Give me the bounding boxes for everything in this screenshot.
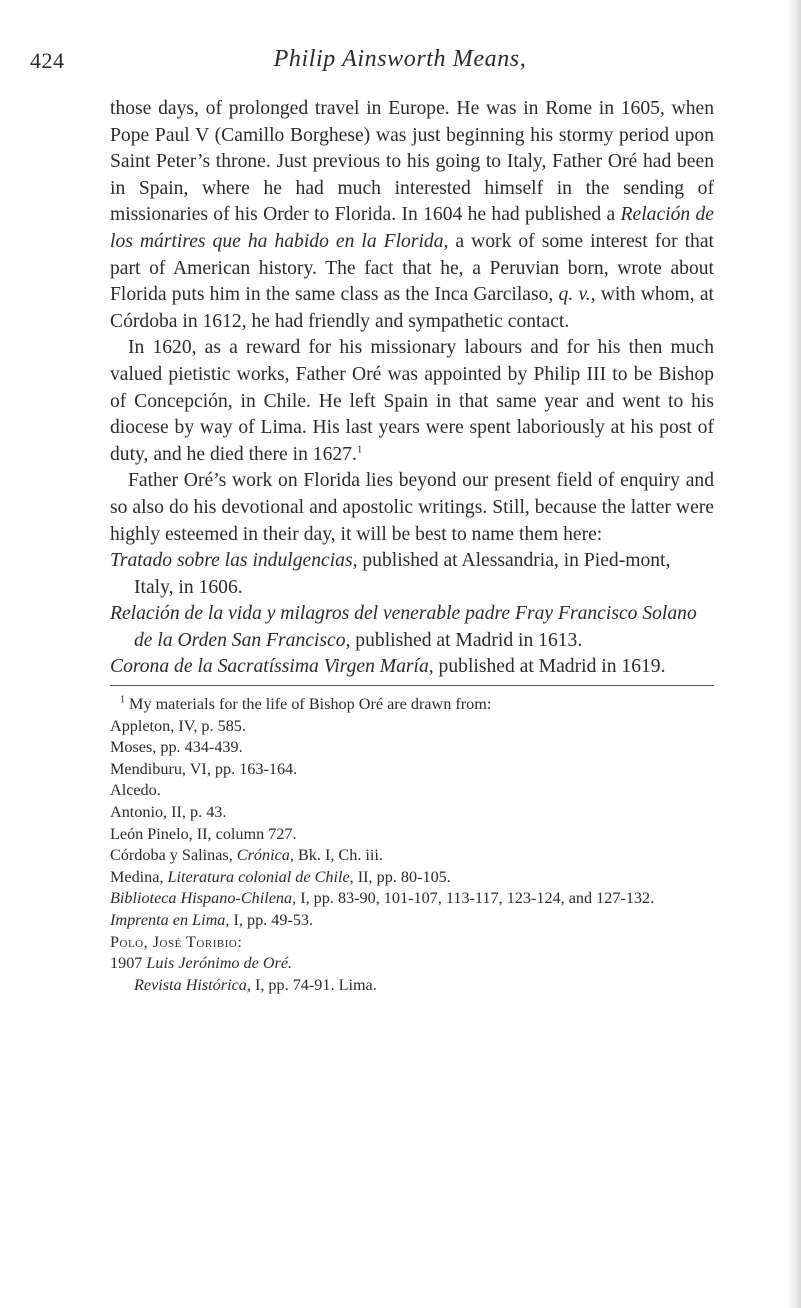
paragraph-2 bbox=[110, 335, 714, 468]
work-item bbox=[110, 548, 714, 601]
page-edge-shadow bbox=[787, 0, 801, 1308]
text-run: Alcedo. bbox=[110, 781, 161, 800]
footnote-source bbox=[110, 910, 714, 932]
italic-text: q. v., bbox=[558, 284, 596, 306]
work-item bbox=[110, 601, 714, 654]
footnote-intro-text: My materials for the life of Bishop Oré are drawn from: bbox=[129, 695, 492, 714]
footnote-polo-title: Luis Jerónimo de Oré. bbox=[146, 954, 293, 973]
footnote-source bbox=[110, 802, 714, 824]
text-run: I, pp. 49-53. bbox=[229, 911, 314, 929]
text-run: Medina, bbox=[110, 867, 168, 886]
footnote-source bbox=[110, 759, 714, 781]
footnote-source bbox=[110, 780, 714, 802]
text-run: II, pp. 80-105. bbox=[353, 867, 451, 886]
page-header bbox=[30, 44, 770, 84]
text-run: with whom, at Córdoba in 1612, he had friendly and sympathetic contact. bbox=[110, 284, 714, 332]
page-number: 424 bbox=[30, 48, 65, 73]
text-run: Córdoba y Salinas, bbox=[110, 846, 237, 865]
text-run: In 1620, as a reward for his missionary labours and for his then much valued pietistic works, Father Oré was appointed by Philip III to be Bishop of Concepción, in Chile. He left Spain in that same year and went to his diocese by way of Lima. His last years were spent laboriously at his post of duty, and he died there in 1627. bbox=[110, 337, 714, 465]
footnotes bbox=[110, 694, 714, 996]
italic-text: Biblioteca Hispano-Chilena, bbox=[110, 889, 297, 908]
italic-text: Imprenta en Lima, bbox=[110, 911, 230, 929]
text-run: I, pp. 83-90, 101-107, 113-117, 123-124, and 127-132. bbox=[296, 889, 655, 908]
footnote-source bbox=[110, 737, 714, 759]
text-run: published at Madrid in 1613. bbox=[350, 629, 583, 651]
text-run: León Pinelo, II, column 727. bbox=[110, 824, 297, 843]
text-run: published at Madrid in 1619. bbox=[433, 656, 666, 678]
text-run: Moses, pp. 434-439. bbox=[110, 738, 243, 757]
works-list bbox=[110, 548, 714, 681]
italic-text: Corona de la Sacratíssima Virgen María, bbox=[110, 656, 434, 678]
work-item bbox=[110, 654, 714, 681]
italic-text: Literatura colonial de Chile, bbox=[167, 867, 354, 886]
footnote-polo-heading: Polo, José Toribio: bbox=[110, 932, 243, 951]
footnote-polo-year: 1907 bbox=[110, 954, 143, 973]
footnote-source bbox=[110, 824, 714, 846]
text-run: Mendiburu, VI, pp. 163-164. bbox=[110, 759, 298, 778]
paragraph-1 bbox=[110, 96, 714, 335]
footnote-source bbox=[110, 845, 714, 867]
italic-text: Tratado sobre las indulgencias, bbox=[110, 550, 358, 572]
italic-text: Relación de los mártires que ha habido en la Florida, bbox=[110, 204, 714, 252]
text-run: Appleton, IV, p. 585. bbox=[110, 716, 246, 735]
footnote-source bbox=[110, 716, 714, 738]
footnote-source bbox=[110, 888, 714, 910]
footnote-intro bbox=[110, 694, 714, 716]
footnote-divider bbox=[110, 685, 714, 686]
italic-text: Crónica, bbox=[236, 846, 294, 865]
text-run: a work of some interest for that part of American history. The fact that he, a Peruvian born, wrote about Florida puts him in the same class as the Inca Garcilaso, bbox=[110, 230, 714, 306]
footnote-polo-entry bbox=[110, 953, 714, 975]
footnote-polo-journal bbox=[110, 975, 714, 997]
text-run: Antonio, II, p. 43. bbox=[110, 803, 227, 822]
page-body bbox=[110, 96, 714, 996]
footnote-marker: 1 bbox=[120, 694, 125, 706]
text-run: Father Oré’s work on Florida lies beyond our present field of enquiry and so also do his devotional and apostolic writings. Still, because the latter were highly esteemed in their day, it will be best to name them here: bbox=[110, 470, 714, 545]
paragraph-3 bbox=[110, 468, 714, 548]
text-run: published at Alessandria, in Pied-mont, Italy, in 1606. bbox=[134, 550, 671, 598]
text-run: Bk. I, Ch. iii. bbox=[293, 846, 383, 865]
text-run: those days, of prolonged travel in Europe. He was in Rome in 1605, when Pope Paul V (Camillo Borghese) was just beginning his stormy period upon Saint Peter’s throne. Just previous to his going to Italy, Father Oré had been in Spain, where he had much interested himself in the sending of missionaries of his Order to Florida. In 1604 he had published a bbox=[110, 98, 714, 226]
italic-text: Revista Histórica, bbox=[134, 975, 251, 994]
footnote-source bbox=[110, 867, 714, 889]
italic-text: Relación de la vida y milagros del venerable padre Fray Francisco Solano de la Orden San Francisco, bbox=[110, 603, 697, 651]
text-run: I, pp. 74-91. Lima. bbox=[250, 975, 377, 994]
running-title: Philip Ainsworth Means, bbox=[273, 46, 527, 72]
footnote-ref: 1 bbox=[356, 443, 363, 456]
